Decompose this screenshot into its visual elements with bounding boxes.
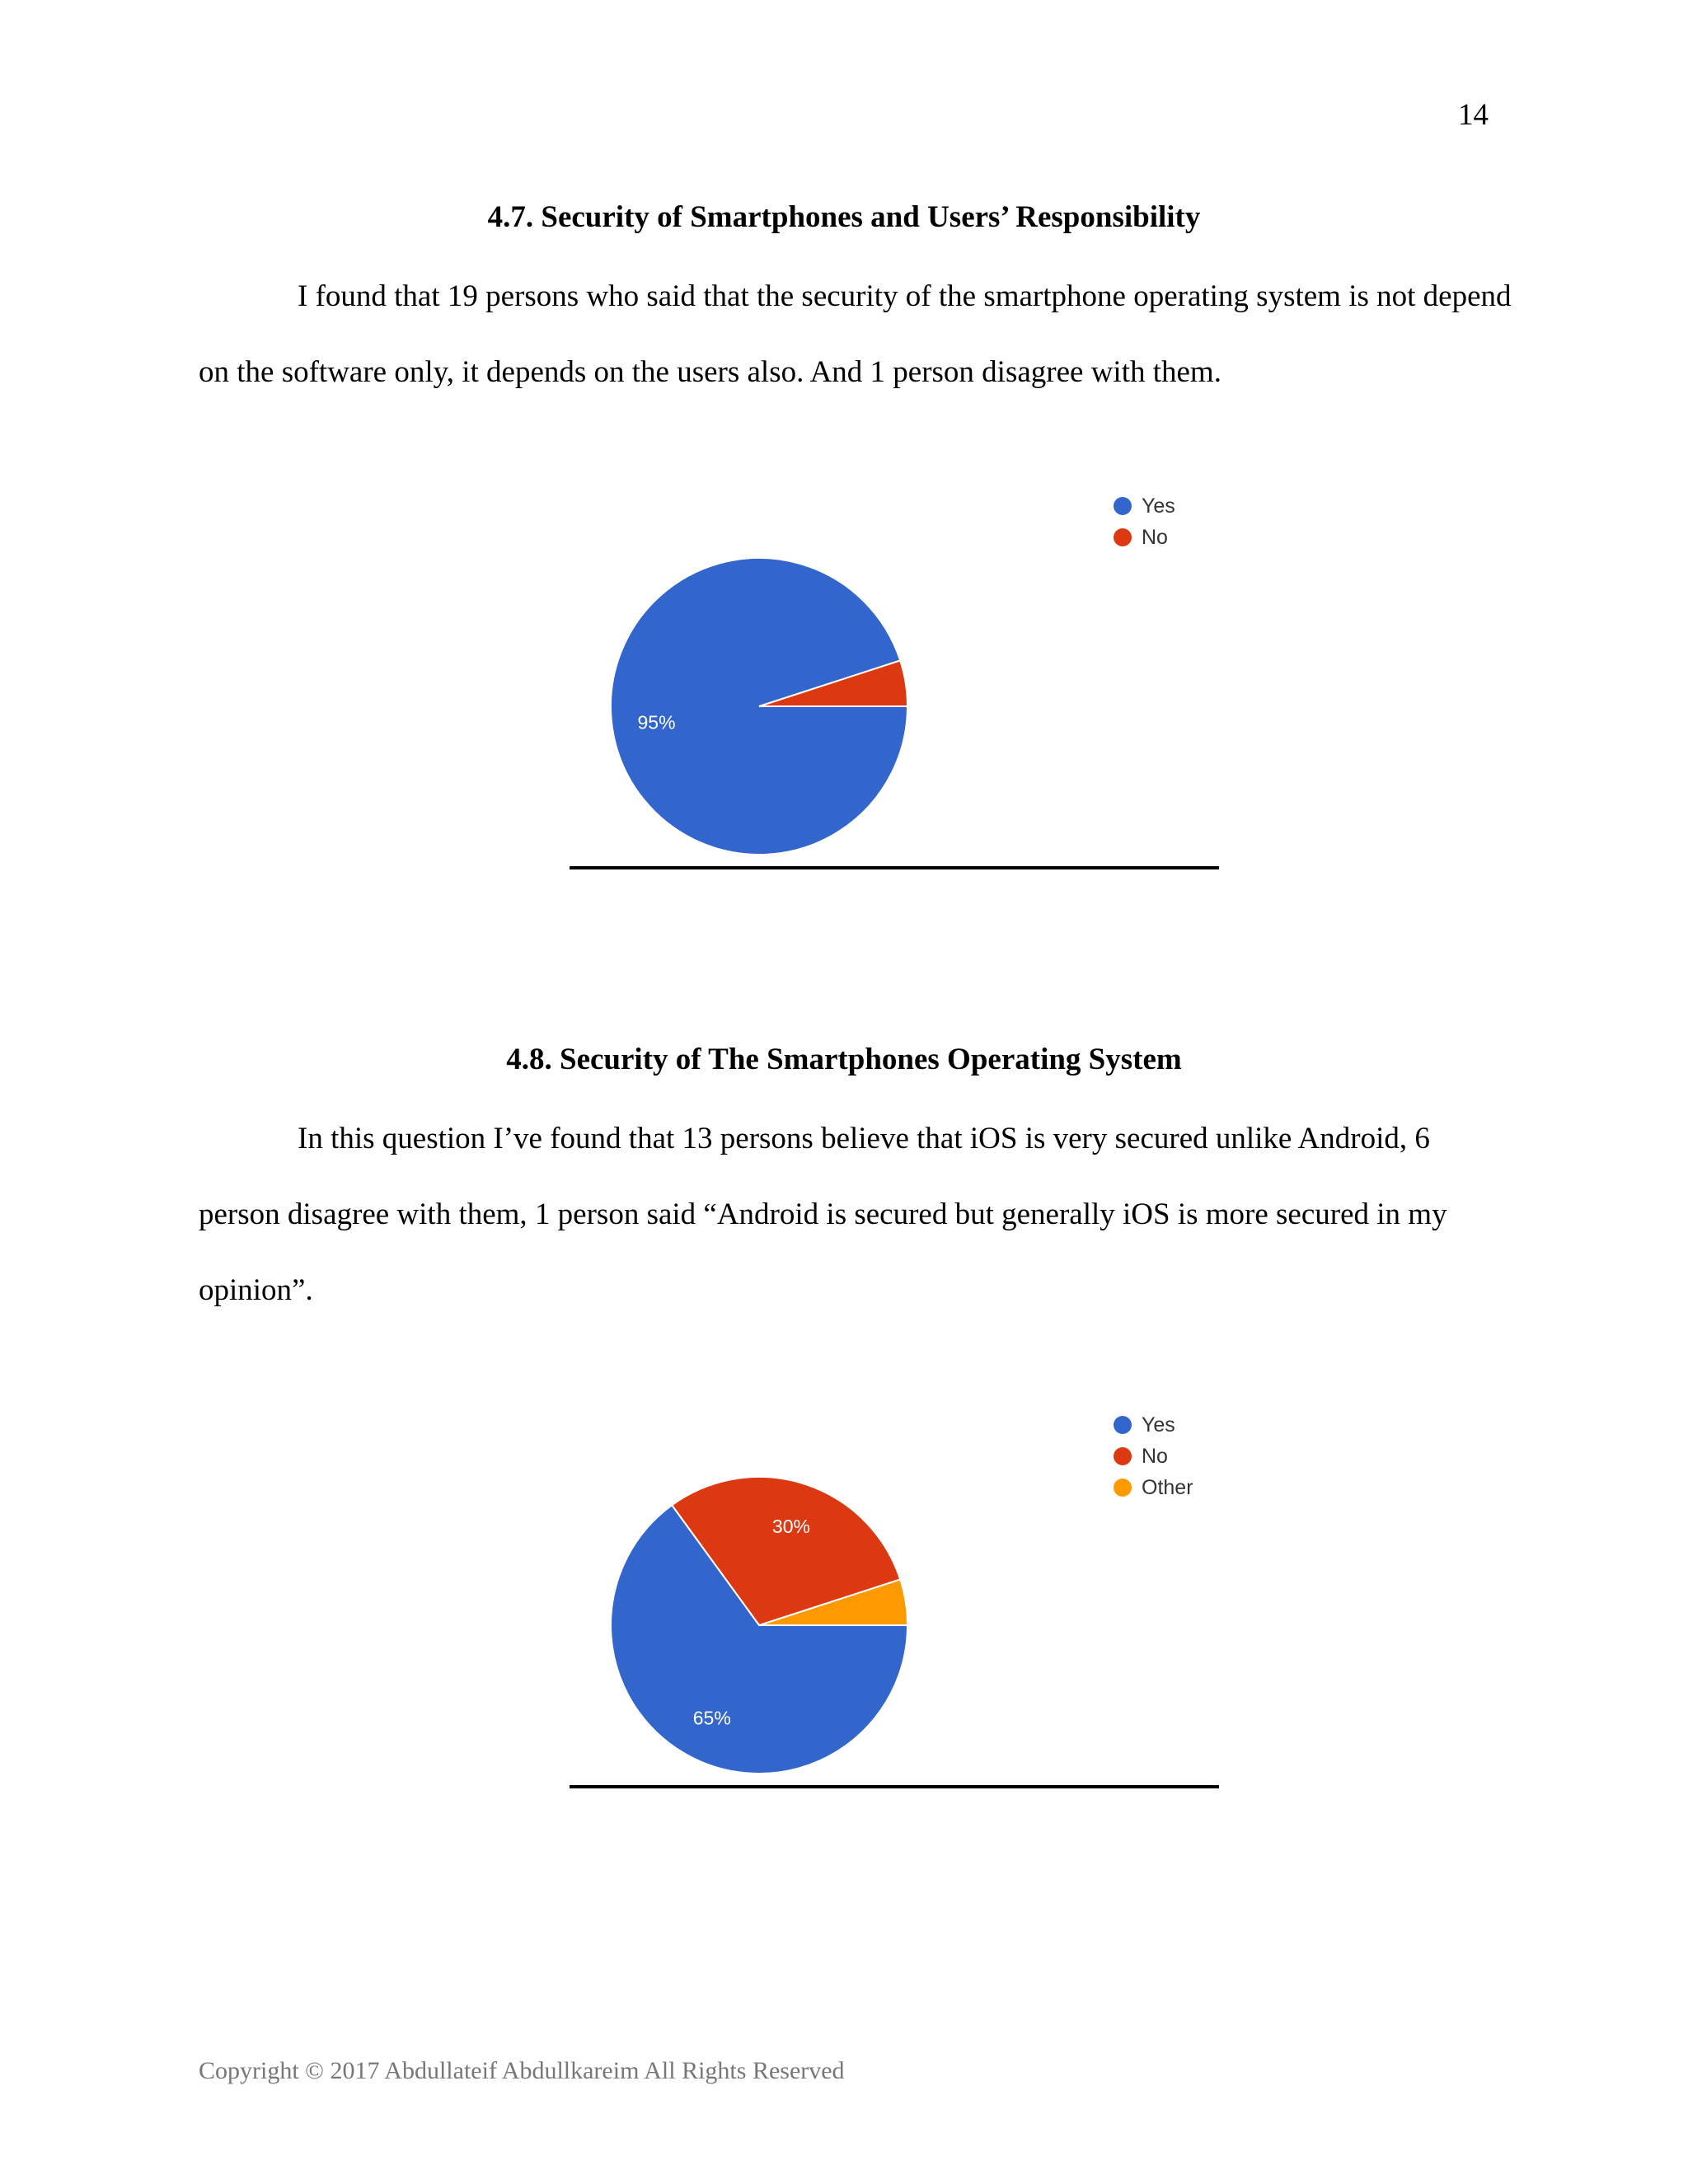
pie-chart-os-security bbox=[570, 1409, 1219, 1788]
pie-chart-svg bbox=[570, 490, 949, 869]
pie-chart-svg bbox=[570, 1409, 949, 1788]
section-heading-4-7: 4.7. Security of Smartphones and Users’ Responsibility bbox=[487, 200, 1201, 234]
legend-swatch bbox=[1114, 497, 1132, 515]
copyright-footer: Copyright © 2017 Abdullateif Abdullkareim All Rights Reserved bbox=[199, 2057, 845, 2084]
pie-slice-yes bbox=[611, 558, 907, 855]
chart-baseline bbox=[570, 866, 1219, 869]
legend-item-yes bbox=[1114, 1409, 1193, 1441]
page-number: 14 bbox=[1458, 98, 1489, 132]
section-paragraph-4-8: In this question I’ve found that 13 persons believe that iOS is very secured unlike Android, 6 person disagree with them, 1 person said “Android is secured but generally iOS is more secured in my opinion”. bbox=[199, 1122, 1447, 1307]
chart-legend bbox=[1114, 490, 1175, 553]
chart-legend bbox=[1114, 1409, 1193, 1503]
legend-swatch bbox=[1114, 1447, 1132, 1465]
legend-swatch bbox=[1114, 1479, 1132, 1497]
section-heading-4-8: 4.8. Security of The Smartphones Operating System bbox=[506, 1043, 1182, 1076]
pie-data-label: 30% bbox=[771, 1516, 810, 1538]
legend-swatch bbox=[1114, 1416, 1132, 1434]
legend-label: Other bbox=[1142, 1475, 1193, 1499]
legend-item-other bbox=[1114, 1472, 1193, 1503]
pie-chart-responsibility bbox=[570, 490, 1219, 869]
legend-label: Yes bbox=[1142, 494, 1175, 518]
legend-label: Yes bbox=[1142, 1413, 1175, 1436]
legend-swatch bbox=[1114, 528, 1132, 546]
legend-item-no bbox=[1114, 1441, 1193, 1472]
section-paragraph-4-7: I found that 19 persons who said that the security of the smartphone operating system is not depend on the software only, it depends on the users also. And 1 person disagree with them. bbox=[199, 279, 1512, 389]
legend-label: No bbox=[1142, 525, 1168, 549]
chart-baseline bbox=[570, 1785, 1219, 1788]
legend-label: No bbox=[1142, 1444, 1168, 1468]
legend-item-no bbox=[1114, 522, 1175, 553]
legend-item-yes bbox=[1114, 490, 1175, 522]
pie-data-label: 65% bbox=[692, 1707, 731, 1729]
pie-data-label: 95% bbox=[637, 711, 676, 733]
